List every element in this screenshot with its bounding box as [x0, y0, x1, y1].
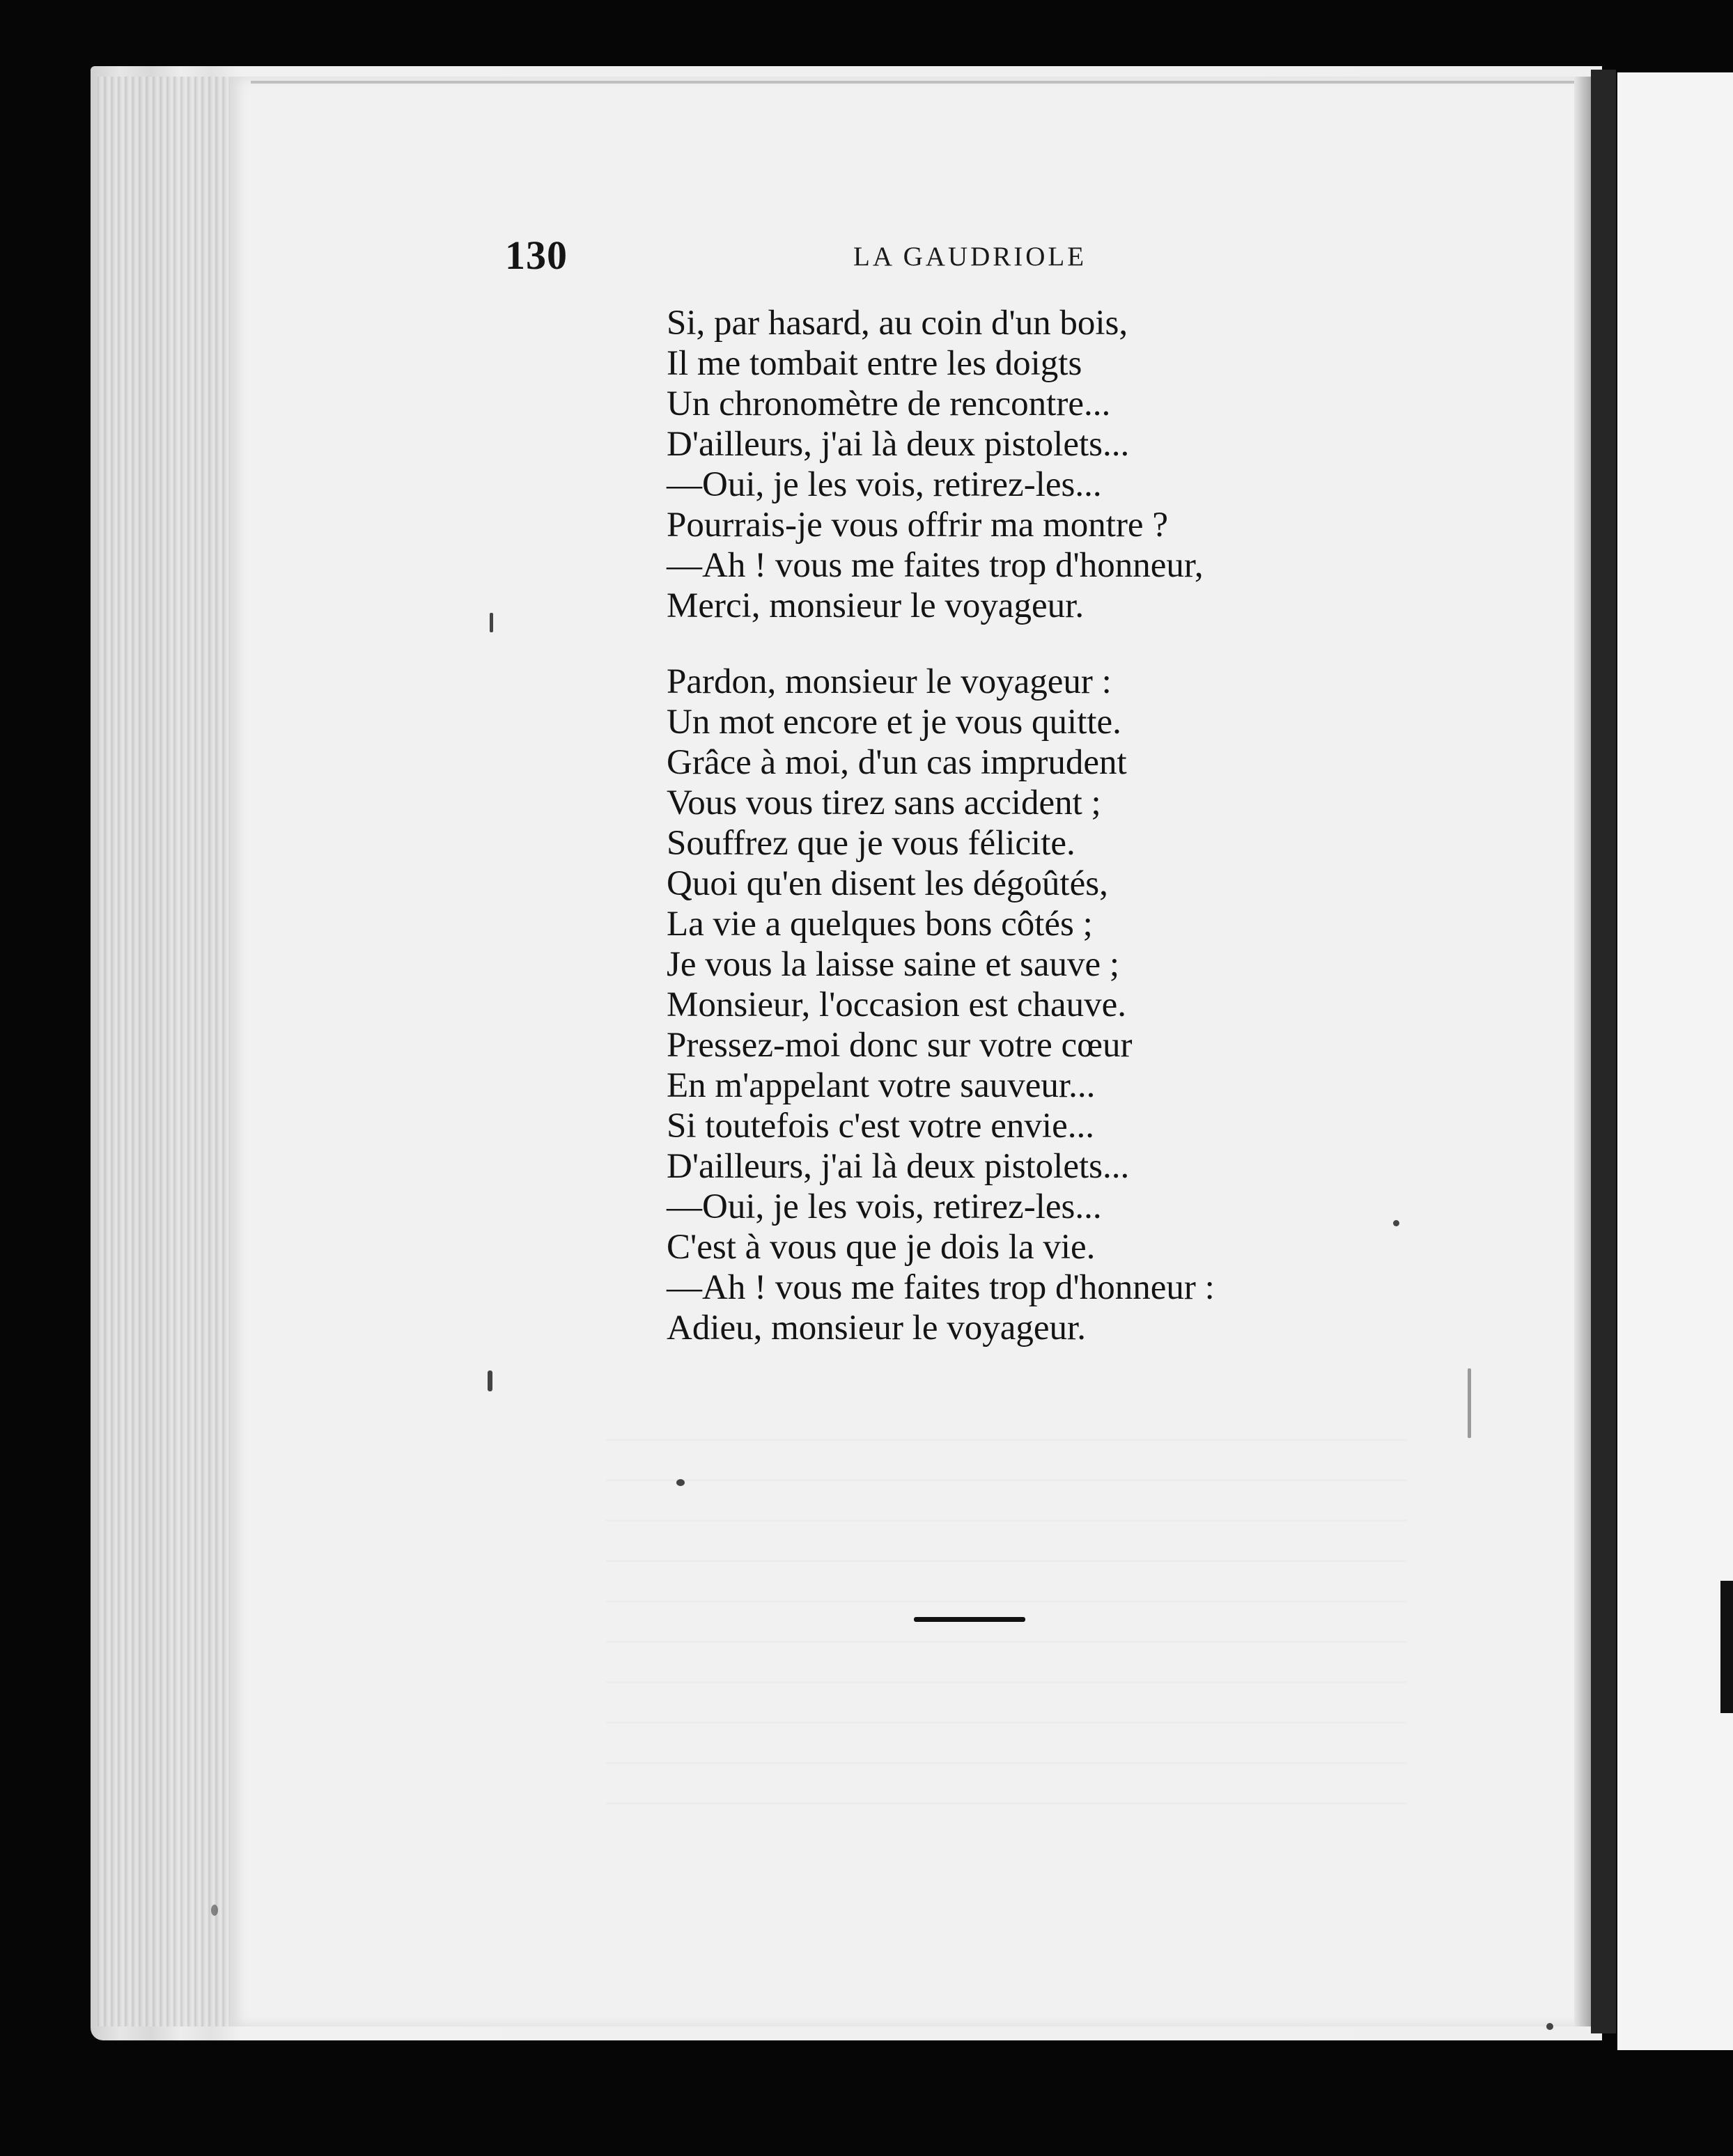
facing-page-mark [1720, 1581, 1733, 1713]
running-title: LA GAUDRIOLE [853, 242, 1087, 272]
stanza-2 [667, 662, 1384, 1348]
verse-line: Un chronomètre de rencontre... [667, 384, 1111, 423]
facing-page-edge [1617, 72, 1733, 2050]
verse-line: La vie a quelques bons côtés ; [667, 905, 1093, 944]
ink-speck [211, 1905, 218, 1916]
verse-line: —Ah ! vous me faites trop d'honneur, [667, 546, 1204, 585]
verse-line: Quoi qu'en disent les dégoûtés, [667, 864, 1108, 903]
verse-line: Pourrais-je vous offrir ma montre ? [667, 506, 1168, 545]
ink-speck [490, 613, 493, 632]
ink-speck [1393, 1220, 1399, 1226]
ink-speck [676, 1479, 685, 1486]
verse-line: Pressez-moi donc sur votre cœur [667, 1026, 1133, 1065]
verse-line: Un mot encore et je vous quitte. [667, 703, 1121, 742]
verse-line: Il me tombait entre les doigts [667, 344, 1082, 383]
verse-line: Vous vous tirez sans accident ; [667, 783, 1101, 822]
verse-line: Monsieur, l'occasion est chauve. [667, 985, 1127, 1024]
verse-line: —Ah ! vous me faites trop d'honneur : [667, 1268, 1215, 1307]
verse-line: —Oui, je les vois, retirez-les... [667, 465, 1102, 504]
poem-text [667, 303, 1384, 1348]
verse-line: Souffrez que je vous félicite. [667, 824, 1075, 863]
stanza-1 [667, 303, 1384, 626]
page-number: 130 [505, 233, 568, 278]
ink-speck [1546, 2023, 1553, 2030]
verse-line: Pardon, monsieur le voyageur : [667, 662, 1112, 701]
verse-line: D'ailleurs, j'ai là deux pistolets... [667, 425, 1130, 464]
show-through-text [606, 1421, 1407, 1811]
page-top-edge [251, 81, 1574, 84]
ink-speck [1468, 1368, 1471, 1438]
verse-line: En m'appelant votre sauveur... [667, 1066, 1096, 1105]
binding-gutter [1591, 70, 1616, 2033]
verse-line: Merci, monsieur le voyageur. [667, 586, 1085, 625]
verse-line: D'ailleurs, j'ai là deux pistolets... [667, 1147, 1130, 1186]
running-head [505, 235, 1397, 276]
verse-line: Si, par hasard, au coin d'un bois, [667, 304, 1128, 343]
end-rule [914, 1617, 1025, 1622]
verse-line: C'est à vous que je dois la vie. [667, 1228, 1096, 1267]
verse-line: Je vous la laisse saine et sauve ; [667, 945, 1120, 984]
page-edges [98, 77, 244, 2026]
verse-line: Si toutefois c'est votre envie... [667, 1107, 1094, 1146]
verse-line: Adieu, monsieur le voyageur. [667, 1309, 1086, 1348]
ink-speck [488, 1370, 492, 1391]
verse-line: —Oui, je les vois, retirez-les... [667, 1187, 1102, 1226]
verse-line: Grâce à moi, d'un cas imprudent [667, 743, 1127, 782]
